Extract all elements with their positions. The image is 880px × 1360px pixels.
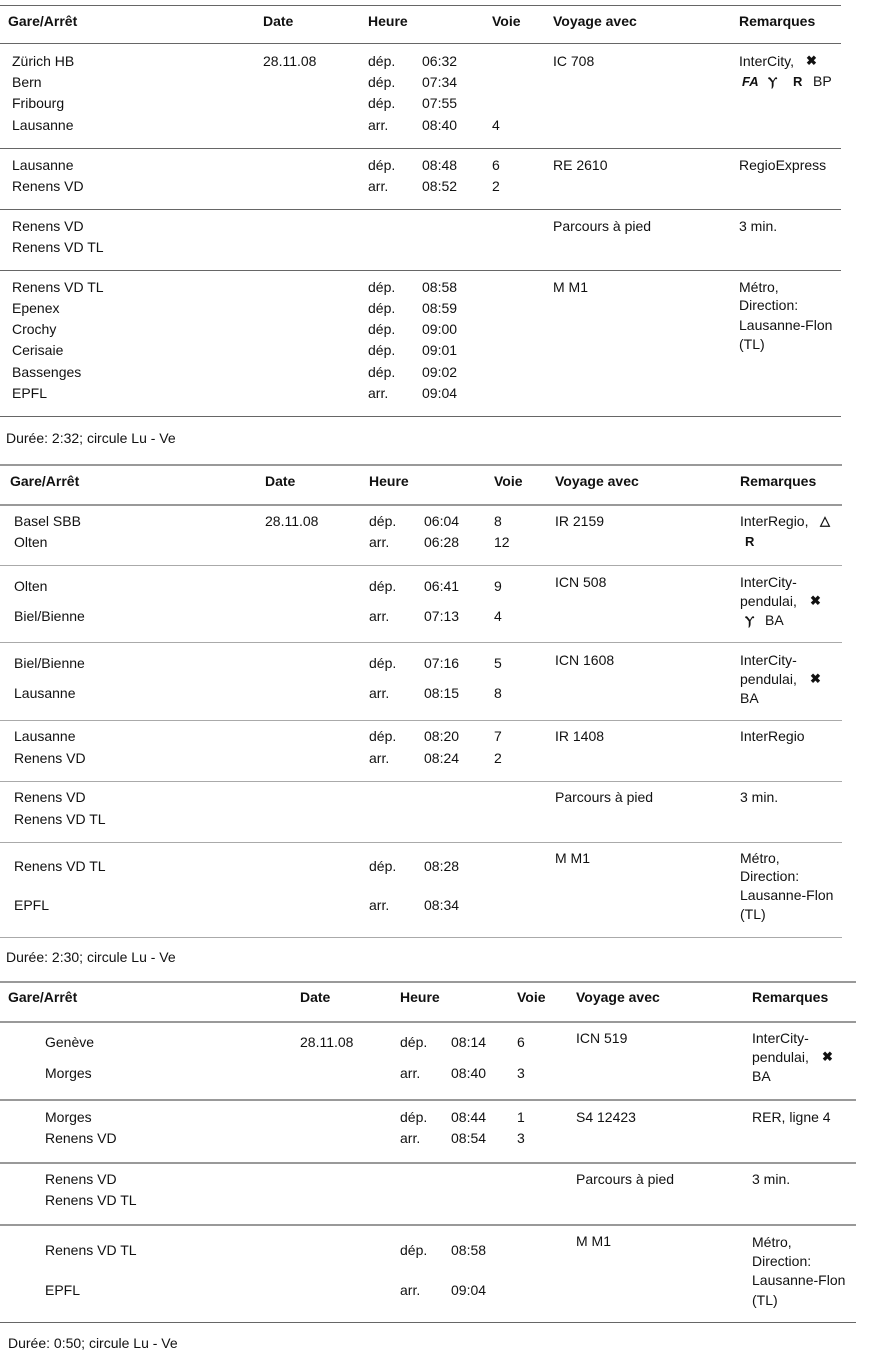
- time-type: arr.: [369, 534, 390, 550]
- station-name: Biel/Bienne: [14, 655, 85, 671]
- station-name: EPFL: [14, 897, 50, 913]
- section-rule: [0, 1224, 856, 1226]
- remarks-text: RER, ligne 4: [752, 1109, 831, 1125]
- header-remarks: Remarques: [752, 989, 829, 1005]
- remarks-text: Métro,: [739, 279, 779, 295]
- time-value: 08:58: [451, 1242, 487, 1258]
- restaurant-icon: ✖: [822, 1049, 833, 1064]
- restaurant-icon: ✖: [810, 671, 821, 686]
- station-name: EPFL: [12, 385, 48, 401]
- station-name: Biel/Bienne: [14, 608, 85, 624]
- bar-icon: Ⲩ: [745, 613, 755, 628]
- restaurant-icon: ✖: [810, 593, 821, 608]
- time-value: 07:34: [422, 74, 458, 90]
- time-value: 08:20: [424, 728, 460, 744]
- header-journey: Voyage avec: [576, 989, 660, 1005]
- header-remarks: Remarques: [740, 473, 817, 489]
- duration-summary: Durée: 0:50; circule Lu - Ve: [8, 1335, 178, 1351]
- station-name: Lausanne: [14, 685, 76, 701]
- remarks-text: RegioExpress: [739, 157, 827, 173]
- journey-link[interactable]: Parcours à pied: [576, 1171, 675, 1187]
- station-name: Crochy: [12, 321, 57, 337]
- time-type: dép.: [368, 74, 396, 90]
- station-name: Renens VD TL: [14, 858, 106, 874]
- station-name: Renens VD: [45, 1171, 117, 1187]
- time-type: arr.: [400, 1282, 421, 1298]
- station-name: Lausanne: [12, 157, 74, 173]
- reservation-icon: R: [793, 74, 803, 89]
- time-type: dép.: [368, 342, 396, 358]
- time-type: dép.: [368, 157, 396, 173]
- journey-link[interactable]: ICN 519: [576, 1030, 628, 1046]
- station-name: Lausanne: [12, 117, 74, 133]
- time-type: dép.: [369, 655, 397, 671]
- station-name: Cerisaie: [12, 342, 64, 358]
- station-name: Renens VD TL: [45, 1192, 137, 1208]
- remarks-text: Direction:: [752, 1253, 812, 1269]
- track-value: 12: [494, 534, 510, 550]
- section-rule: [0, 1099, 856, 1101]
- station-name: Renens VD: [45, 1130, 117, 1146]
- journey-link[interactable]: ICN 508: [555, 574, 607, 590]
- header-date: Date: [300, 989, 331, 1005]
- remarks-text: InterRegio: [740, 728, 805, 744]
- station-name: Renens VD TL: [12, 279, 104, 295]
- header-time: Heure: [369, 473, 409, 489]
- remarks-text: pendulai,: [740, 593, 797, 609]
- header-rule: [0, 1021, 856, 1023]
- time-type: arr.: [368, 178, 389, 194]
- station-name: Renens VD: [12, 218, 84, 234]
- section-rule: [0, 720, 842, 721]
- track-value: 8: [494, 685, 502, 701]
- time-value: 08:14: [451, 1034, 487, 1050]
- station-name: Morges: [45, 1065, 92, 1081]
- time-type: arr.: [369, 750, 390, 766]
- time-value: 08:48: [422, 157, 458, 173]
- time-type: arr.: [369, 897, 390, 913]
- remarks-text: BA: [752, 1068, 771, 1084]
- station-name: Lausanne: [14, 728, 76, 744]
- track-value: 2: [492, 178, 500, 194]
- station-name: Morges: [45, 1109, 92, 1125]
- remarks-text: 3 min.: [739, 218, 778, 234]
- track-value: 1: [517, 1109, 525, 1125]
- time-type: arr.: [368, 117, 389, 133]
- time-type: dép.: [368, 95, 396, 111]
- wheelchair-icon: FA: [742, 74, 759, 89]
- time-value: 09:01: [422, 342, 458, 358]
- station-name: Genève: [45, 1034, 95, 1050]
- time-type: dép.: [400, 1242, 428, 1258]
- remarks-text: pendulai,: [752, 1049, 809, 1065]
- header-date: Date: [263, 13, 294, 29]
- remarks-text: InterCity-: [740, 574, 797, 590]
- time-type: arr.: [368, 385, 389, 401]
- top-rule: [0, 464, 842, 466]
- track-value: 3: [517, 1065, 525, 1081]
- section-rule: [0, 642, 842, 643]
- track-value: 6: [492, 157, 500, 173]
- header-track: Voie: [494, 473, 523, 489]
- time-type: dép.: [368, 300, 396, 316]
- date-value: 28.11.08: [265, 513, 319, 529]
- station-name: Renens VD: [14, 789, 86, 805]
- time-type: dép.: [369, 728, 397, 744]
- bar-icon: Ⲩ: [768, 74, 778, 89]
- header-date: Date: [265, 473, 296, 489]
- section-rule: [0, 781, 842, 782]
- time-type: dép.: [369, 858, 397, 874]
- time-type: dép.: [369, 513, 397, 529]
- time-value: 09:02: [422, 364, 458, 380]
- header-journey: Voyage avec: [555, 473, 639, 489]
- track-value: 2: [494, 750, 502, 766]
- time-type: dép.: [368, 53, 396, 69]
- time-type: dép.: [368, 321, 396, 337]
- remarks-text: InterCity,: [739, 53, 794, 69]
- header-rule: [0, 43, 841, 44]
- station-name: Renens VD: [14, 750, 86, 766]
- header-station: Gare/Arrêt: [8, 13, 78, 29]
- time-type: dép.: [368, 364, 396, 380]
- time-value: 08:40: [451, 1065, 487, 1081]
- journey-link[interactable]: IC 708: [553, 53, 595, 69]
- remarks-text: BA: [740, 690, 759, 706]
- track-value: 4: [492, 117, 500, 133]
- time-type: arr.: [400, 1065, 421, 1081]
- date-value: 28.11.08: [300, 1034, 354, 1050]
- restaurant-icon: ✖: [806, 53, 817, 68]
- table-bottom-rule: [0, 1322, 856, 1323]
- header-station: Gare/Arrêt: [8, 989, 78, 1005]
- remarks-text: 3 min.: [752, 1171, 791, 1187]
- remarks-text: (TL): [752, 1292, 778, 1308]
- station-name: Olten: [14, 534, 48, 550]
- time-value: 08:15: [424, 685, 460, 701]
- track-value: 3: [517, 1130, 525, 1146]
- remarks-text: (TL): [740, 906, 766, 922]
- remarks-text: Direction:: [740, 868, 800, 884]
- header-journey: Voyage avec: [553, 13, 637, 29]
- time-value: 07:16: [424, 655, 460, 671]
- time-value: 09:00: [422, 321, 458, 337]
- station-name: Renens VD TL: [45, 1242, 137, 1258]
- journey-link[interactable]: S4 12423: [576, 1109, 636, 1125]
- station-name: Olten: [14, 578, 48, 594]
- station-name: Renens VD TL: [14, 811, 106, 827]
- track-value: 5: [494, 655, 502, 671]
- time-type: dép.: [400, 1034, 428, 1050]
- section-rule: [0, 148, 841, 149]
- journey-link[interactable]: Parcours à pied: [553, 218, 652, 234]
- journey-link[interactable]: ICN 1608: [555, 652, 615, 668]
- time-value: 08:34: [424, 897, 460, 913]
- station-name: Renens VD TL: [12, 239, 104, 255]
- header-time: Heure: [368, 13, 408, 29]
- time-type: arr.: [369, 685, 390, 701]
- time-value: 08:58: [422, 279, 458, 295]
- duration-summary: Durée: 2:32; circule Lu - Ve: [6, 430, 176, 446]
- journey-link[interactable]: M M1: [553, 279, 588, 295]
- track-value: 6: [517, 1034, 525, 1050]
- remarks-text: Métro,: [740, 850, 780, 866]
- time-value: 08:40: [422, 117, 458, 133]
- station-name: Zürich HB: [12, 53, 75, 69]
- station-name: Renens VD: [12, 178, 84, 194]
- date-value: 28.11.08: [263, 53, 317, 69]
- station-name: Basel SBB: [14, 513, 81, 529]
- remarks-text: Lausanne-Flon: [739, 317, 833, 333]
- time-value: 07:55: [422, 95, 458, 111]
- table-bottom-rule: [0, 937, 842, 938]
- header-track: Voie: [517, 989, 546, 1005]
- station-name: Bern: [12, 74, 42, 90]
- top-rule: [0, 981, 856, 983]
- station-name: Epenex: [12, 300, 60, 316]
- header-station: Gare/Arrêt: [10, 473, 80, 489]
- minibar-icon: △: [820, 513, 830, 528]
- journey-link[interactable]: RE 2610: [553, 157, 608, 173]
- time-value: 08:52: [422, 178, 458, 194]
- time-value: 08:59: [422, 300, 458, 316]
- station-name: EPFL: [45, 1282, 81, 1298]
- header-remarks: Remarques: [739, 13, 816, 29]
- remarks-text: pendulai,: [740, 671, 797, 687]
- remarks-code: BA: [765, 612, 784, 628]
- journey-link[interactable]: M M1: [555, 850, 590, 866]
- remarks-text: Direction:: [739, 297, 799, 313]
- remarks-text: 3 min.: [740, 789, 779, 805]
- track-value: 9: [494, 578, 502, 594]
- section-rule: [0, 1162, 856, 1164]
- station-name: Fribourg: [12, 95, 65, 111]
- header-track: Voie: [492, 13, 521, 29]
- journey-link[interactable]: M M1: [576, 1233, 611, 1249]
- journey-link[interactable]: IR 2159: [555, 513, 605, 529]
- remarks-text: (TL): [739, 336, 765, 352]
- header-time: Heure: [400, 989, 440, 1005]
- remarks-text: Lausanne-Flon: [740, 887, 834, 903]
- reservation-icon: R: [745, 534, 755, 549]
- time-value: 06:41: [424, 578, 460, 594]
- time-value: 08:24: [424, 750, 460, 766]
- table-bottom-rule: [0, 416, 841, 417]
- time-type: arr.: [369, 608, 390, 624]
- time-value: 08:28: [424, 858, 460, 874]
- section-rule: [0, 270, 841, 271]
- remarks-text: Lausanne-Flon: [752, 1272, 846, 1288]
- time-value: 08:54: [451, 1130, 487, 1146]
- remarks-text: InterCity-: [740, 652, 797, 668]
- time-value: 07:13: [424, 608, 460, 624]
- section-rule: [0, 842, 842, 843]
- remarks-code: BP: [813, 73, 832, 89]
- remarks-text: InterRegio,: [740, 513, 809, 529]
- time-value: 06:04: [424, 513, 460, 529]
- time-type: dép.: [368, 279, 396, 295]
- duration-summary: Durée: 2:30; circule Lu - Ve: [6, 949, 176, 965]
- time-value: 09:04: [422, 385, 458, 401]
- time-value: 08:44: [451, 1109, 487, 1125]
- time-type: dép.: [369, 578, 397, 594]
- section-rule: [0, 565, 842, 566]
- top-rule: [0, 5, 841, 6]
- time-type: dép.: [400, 1109, 428, 1125]
- track-value: 4: [494, 608, 502, 624]
- journey-link[interactable]: IR 1408: [555, 728, 605, 744]
- remarks-text: Métro,: [752, 1234, 792, 1250]
- time-type: arr.: [400, 1130, 421, 1146]
- time-value: 06:32: [422, 53, 458, 69]
- journey-link[interactable]: Parcours à pied: [555, 789, 654, 805]
- station-name: Bassenges: [12, 364, 82, 380]
- time-value: 09:04: [451, 1282, 487, 1298]
- time-value: 06:28: [424, 534, 460, 550]
- section-rule: [0, 209, 841, 210]
- track-value: 8: [494, 513, 502, 529]
- header-rule: [0, 504, 842, 506]
- track-value: 7: [494, 728, 502, 744]
- remarks-text: InterCity-: [752, 1030, 809, 1046]
